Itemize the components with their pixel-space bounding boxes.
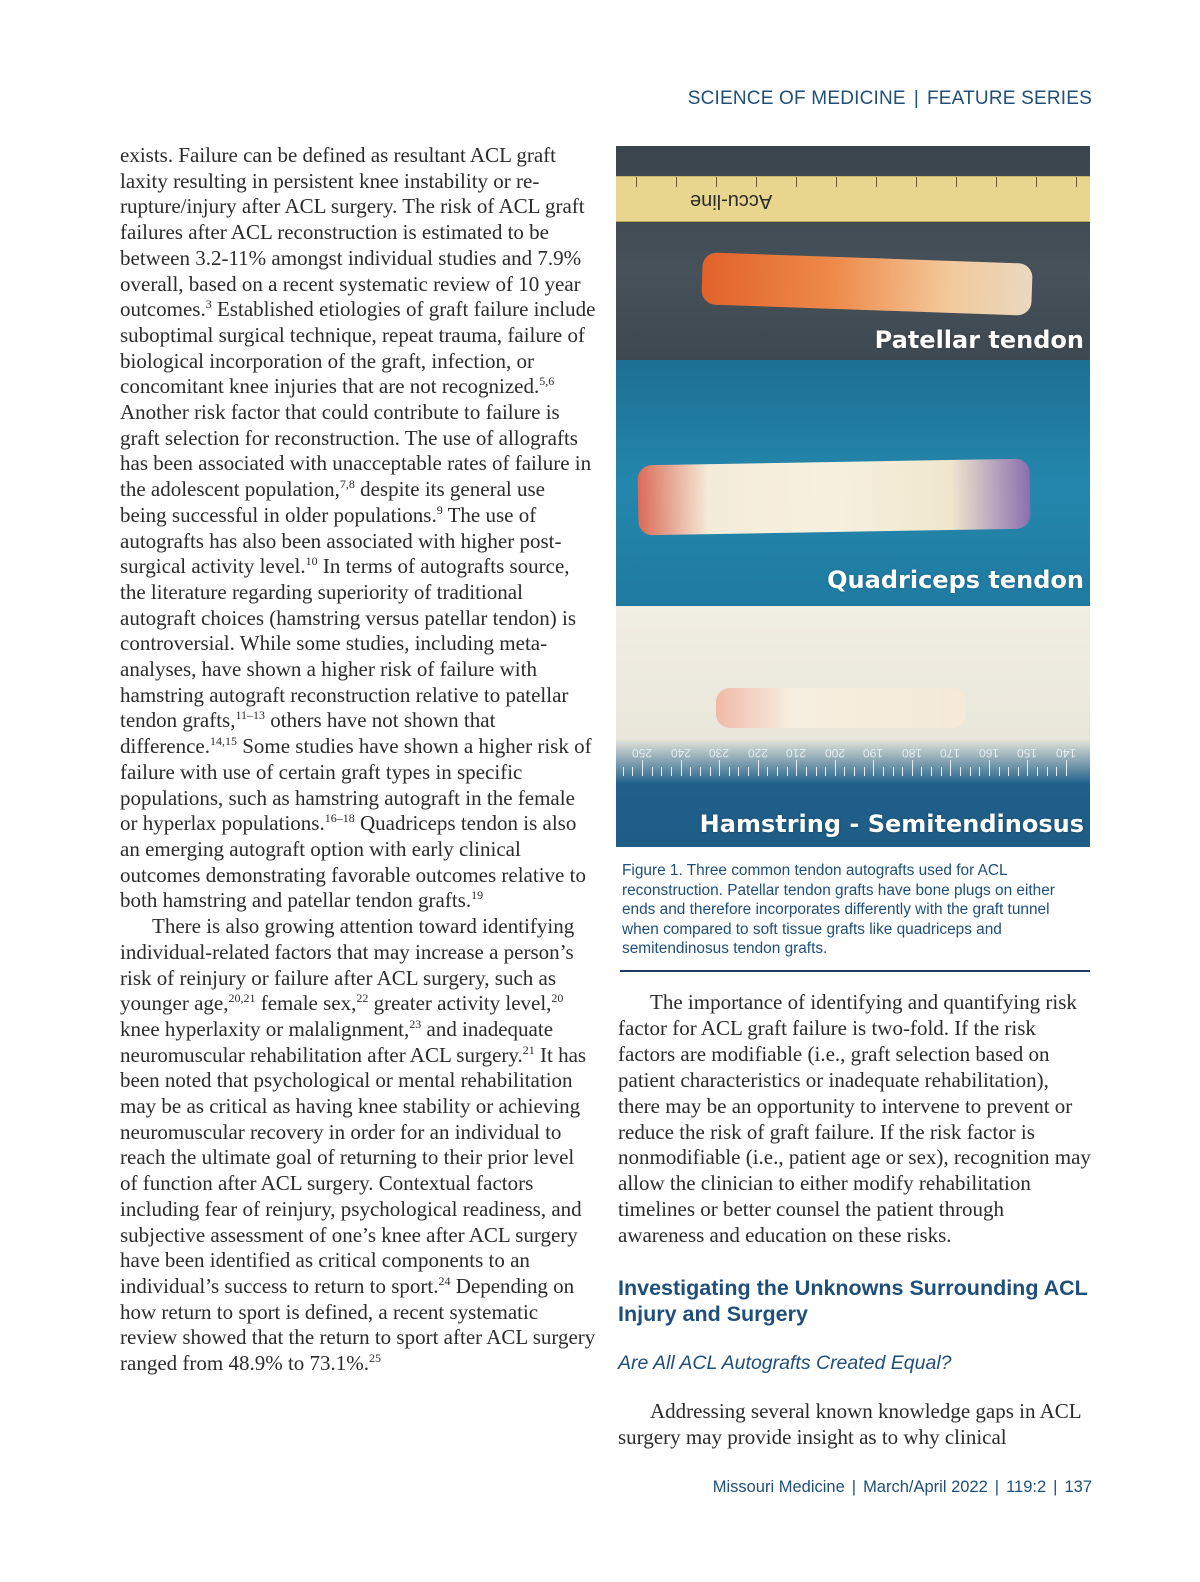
ruler-tick: [1008, 767, 1009, 776]
figure-panel-hamstring: [616, 606, 1090, 847]
ruler-tick: [902, 767, 903, 776]
ruler-tick: [941, 767, 942, 776]
citation: 20: [551, 991, 564, 1006]
citation: 22: [356, 991, 369, 1006]
ruler-tick: [921, 767, 922, 776]
citation: 16–18: [324, 811, 355, 826]
ruler-tick: [748, 767, 749, 776]
body-text: others have not shown that difference.: [120, 708, 496, 759]
caption-divider: [620, 970, 1090, 972]
header-section: SCIENCE OF MEDICINE: [687, 88, 906, 109]
ruler-tick: [767, 767, 768, 776]
citation: 10: [305, 554, 318, 569]
running-header: [688, 88, 1092, 110]
ruler-tick: [623, 767, 624, 776]
ruler-tick: [1018, 767, 1019, 776]
body-text: greater activity level,: [368, 991, 552, 1016]
body-text: It has been noted that psychological or mental rehabilitation may be as critical as having knee stability or achieving neuromuscular recovery in order for an individual to reach the ultimate goal of returning to their prior level of function after ACL surgery. Contextual factors including fear of reinjury, psychological readiness, and subjective assessment of one’s knee after ACL surgery have been identified as critical components to an individual’s success to return to sport.: [120, 1042, 587, 1298]
ruler-tick: [777, 767, 778, 776]
ruler-tick: [844, 767, 845, 776]
hamstring-tendon-graft: [716, 688, 966, 728]
ruler-tick: [729, 767, 730, 776]
patellar-tendon-graft: [701, 252, 1033, 315]
citation: 23: [409, 1016, 422, 1031]
header-series: FEATURE SERIES: [926, 88, 1092, 109]
ruler-tick: [816, 767, 817, 776]
left-column: [120, 143, 596, 1377]
footer-separator: |: [994, 1478, 1000, 1496]
citation: 11–13: [235, 708, 266, 723]
quadriceps-tendon-graft: [637, 459, 1030, 536]
body-text: exists. Failure can be defined as resultant ACL graft laxity resulting in persistent knee instability or re-rupture/injury after ACL surgery. The risk of ACL graft failures after ACL reconstruction is estimated to be between 3.2-11% amongst individual studies and 7.9% overall, based on a recent systematic review of 10 year outcomes.: [120, 143, 585, 322]
label-patellar-tendon: Patellar tendon: [874, 326, 1084, 354]
ruler-tick: [854, 767, 855, 776]
body-text: despite its general use being successful in older populations.: [120, 477, 545, 527]
ruler-number: 250: [632, 746, 653, 760]
ruler-tick: [671, 767, 672, 776]
body-text: Established etiologies of graft failure include suboptimal surgical technique, repeat trauma, failure of biological incorporation of the graft, infection, or concomitant knee injuries that are not recognized.: [120, 297, 596, 399]
body-text: Another risk factor that could contribute to failure is graft selection for reconstruction. The use of allografts has been associated with unacceptable rates of failure in the adolescent population,: [120, 400, 592, 502]
right-column: [618, 990, 1092, 1249]
figure-panel-patellar: [616, 146, 1090, 360]
ruler-number: 160: [978, 746, 999, 760]
ruler-tick: [806, 767, 807, 776]
footer-separator: |: [1053, 1478, 1058, 1496]
citation: 20,21: [228, 991, 256, 1006]
citation: 21: [522, 1042, 535, 1057]
ruler-number: 220: [747, 746, 768, 760]
ruler-bottom: [616, 743, 1090, 784]
ruler-tick: [970, 767, 971, 776]
ruler-tick: [931, 767, 932, 776]
right-paragraph-2: Addressing several known knowledge gaps in ACL surgery may provide insight as to why clinical: [618, 1399, 1081, 1449]
ruler-tick: [1066, 760, 1067, 776]
footer-volume: 119:2: [1006, 1478, 1047, 1496]
footer-journal: Missouri Medicine: [712, 1478, 845, 1496]
label-hamstring-semitendinosus: Hamstring - Semitendinosus: [699, 810, 1084, 838]
footer-separator: |: [851, 1478, 857, 1496]
ruler-tick: [999, 767, 1000, 776]
ruler-tick: [700, 767, 701, 776]
subsection-heading: Are All ACL Autografts Created Equal?: [618, 1352, 952, 1374]
citation: 5,6: [539, 374, 555, 389]
ruler-number: 140: [1056, 746, 1077, 760]
ruler-tick: [960, 767, 961, 776]
label-quadriceps-tendon: Quadriceps tendon: [827, 566, 1084, 594]
ruler-tick: [864, 767, 865, 776]
ruler-tick: [1056, 767, 1057, 776]
ruler-tick: [873, 760, 874, 776]
ruler-number: 240: [670, 746, 691, 760]
ruler-tick: [787, 767, 788, 776]
figure-caption: Figure 1. Three common tendon autografts used for ACL reconstruction. Patellar tendon grafts have bone plugs on either ends and therefore incorporates differently with the graft tunnel when compared to soft tissue grafts like quadriceps and semitendinosus tendon grafts.: [622, 862, 1055, 958]
ruler-number: 200: [824, 746, 845, 760]
ruler-tick: [1027, 760, 1028, 776]
ruler-tick: [690, 767, 691, 776]
ruler-tick: [642, 760, 643, 776]
ruler-tick: [719, 760, 720, 776]
footer-page-number: 137: [1064, 1478, 1092, 1496]
left-paragraph-2: [120, 914, 596, 1377]
ruler-tick: [893, 767, 894, 776]
body-text: There is also growing attention toward identifying individual-related factors that may increase a person’s risk of reinjury or failure after ACL surgery, such as younger age,: [120, 914, 575, 1016]
left-paragraph-1: [120, 143, 596, 914]
citation: 7,8: [339, 477, 355, 492]
ruler-tick: [883, 767, 884, 776]
ruler-number: 180: [901, 746, 922, 760]
ruler-tick: [979, 767, 980, 776]
ruler-tick: [710, 767, 711, 776]
ruler-number: 210: [786, 746, 807, 760]
footer-issue-date: March/April 2022: [863, 1478, 988, 1496]
ruler-tick: [1037, 767, 1038, 776]
figure-tendon-photo: [616, 146, 1090, 847]
right-column-continued: [618, 1377, 1092, 1471]
ruler-tick: [632, 767, 633, 776]
body-text: and inadequate neuromuscular rehabilitation after ACL surgery.: [120, 1016, 554, 1067]
section-heading: Investigating the Unknowns Surrounding ACL Injury and Surgery: [618, 1276, 1088, 1326]
ruler-tick: [652, 767, 653, 776]
body-text: The use of autografts has also been associated with higher post-surgical activity level.: [120, 502, 562, 579]
ruler-tick: [835, 760, 836, 776]
ruler-tick: [661, 767, 662, 776]
page-footer: [713, 1478, 1092, 1497]
body-text: knee hyperlaxity or malalignment,: [120, 1016, 410, 1041]
ruler-tick: [950, 760, 951, 776]
ruler-tick: [796, 760, 797, 776]
citation: 3: [205, 297, 212, 312]
ruler-tick: [912, 760, 913, 776]
body-text: Quadriceps tendon is also an emerging autograft option with early clinical outcomes demonstrating favorable outcomes relative to both hamstring and patellar tendon grafts.: [120, 811, 586, 913]
body-text: Some studies have shown a higher risk of failure with use of certain graft types in specific populations, such as hamstring autograft in the female or hyperlax populations.: [120, 734, 592, 836]
ruler-top: [616, 176, 1090, 222]
ruler-tick: [825, 767, 826, 776]
citation: 24: [438, 1273, 451, 1288]
body-text: Depending on how return to sport is defined, a recent systematic review showed that the return to sport after ACL surgery ranged from 48.9% to 73.1%.: [120, 1273, 596, 1376]
header-separator: |: [913, 88, 919, 109]
ruler-tick: [1047, 767, 1048, 776]
ruler-number: 230: [709, 746, 730, 760]
citation: 25: [369, 1351, 382, 1366]
citation: 19: [471, 888, 484, 903]
ruler-number: 190: [863, 746, 884, 760]
citation: 9: [436, 502, 443, 517]
citation: 14,15: [209, 734, 237, 749]
body-text: In terms of autografts source, the literature regarding superiority of traditional autograft choices (hamstring versus patellar tendon) is controversial. While some studies, including meta-analyses, have shown a higher risk of failure with hamstring autograft reconstruction relative to patellar tendon grafts,: [120, 554, 577, 733]
right-paragraph-1: The importance of identifying and quantifying risk factor for ACL graft failure is two-fold. If the risk factors are modifiable (i.e., graft selection based on patient characteristics or inadequate rehabilitation), there may be an opportunity to intervene to prevent or reduce the risk of graft failure. If the risk factor is nonmodifiable (i.e., patient age or sex), recognition may allow the clinician to either modify rehabilitation timelines or better counsel the patient through awareness and education on these risks.: [618, 990, 1091, 1248]
ruler-tick: [989, 760, 990, 776]
figure-panel-quadriceps: [616, 360, 1090, 606]
ruler-tick: [738, 767, 739, 776]
body-text: female sex,: [255, 991, 357, 1016]
ruler-tick: [681, 760, 682, 776]
ruler-number: 170: [940, 746, 961, 760]
ruler-brand-text: Accu-line: [690, 190, 773, 212]
ruler-number: 150: [1017, 746, 1038, 760]
ruler-tick: [758, 760, 759, 776]
